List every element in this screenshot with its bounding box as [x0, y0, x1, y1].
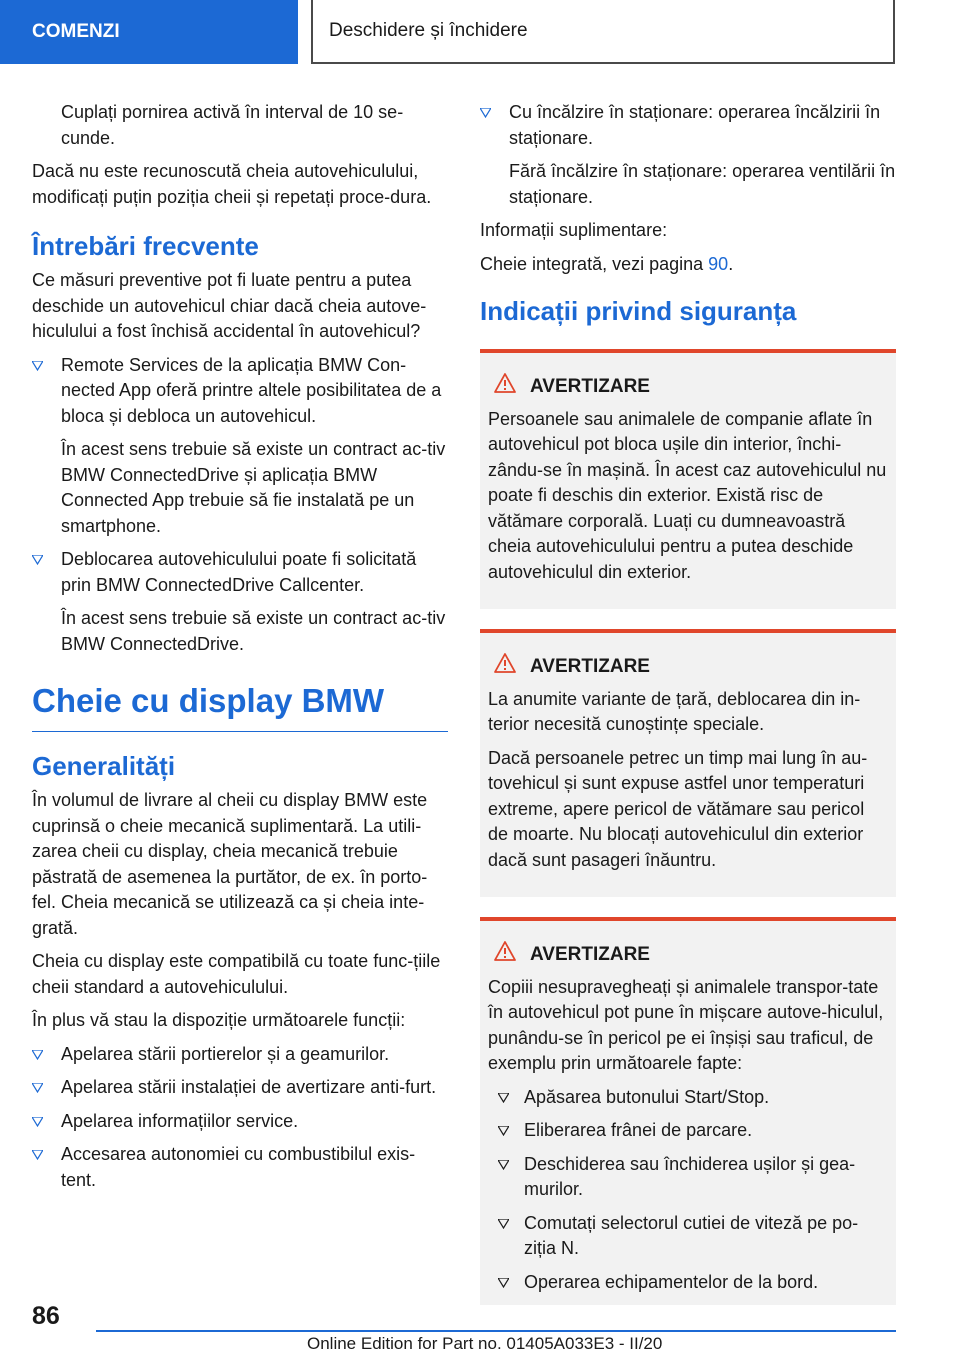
- list-item: Apăsarea butonului Start/Stop.: [488, 1085, 888, 1111]
- warning-triangle-icon: [488, 653, 530, 681]
- warning-text: Persoanele sau animalele de companie aflate în autovehicul pot bloca ușile din interior, închi-zându-se în mașină. În acest caz autovehiculul nu poate fi deschis din exterior. Există risc de vătămare corporală. Luați cu dumneavoastră cheia autovehiculului pentru a putea deschide autovehiculul din exterior.: [488, 408, 887, 582]
- triangle-bullet-icon: [32, 353, 43, 371]
- list-item: Cu încălzire în staționare: operarea încălzirii în staționare.: [480, 100, 896, 151]
- paragraph: În acest sens trebuie să existe un contract ac-tiv BMW ConnectedDrive.: [61, 608, 446, 654]
- faq-heading: Întrebări frecvente: [32, 231, 259, 261]
- paragraph: Informații suplimentare:: [480, 220, 668, 240]
- list-item: Comutați selectorul cutiei de viteză pe po-ziția N.: [488, 1211, 888, 1262]
- chapter-heading: Cheie cu display BMW: [32, 681, 448, 732]
- triangle-bullet-icon: [498, 1118, 509, 1136]
- warning-triangle-icon: [488, 941, 530, 969]
- warning-label: AVERTIZARE: [530, 376, 650, 397]
- triangle-bullet-icon: [32, 1075, 43, 1093]
- paragraph: Dacă nu este recunoscută cheia autovehiculului, modificați puțin poziția cheii și repetați proce-dura.: [32, 161, 432, 207]
- chapter-title: Deschidere și închidere: [329, 20, 528, 41]
- warning-box: [480, 917, 896, 1305]
- list-item: Operarea echipamentelor de la bord.: [488, 1270, 888, 1296]
- paragraph: Fără încălzire în staționare: operarea ventilării în staționare.: [509, 161, 896, 207]
- section-tab[interactable]: [0, 0, 298, 64]
- warning-box: [480, 629, 896, 897]
- warning-text: La anumite variante de țară, deblocarea din in-terior necesită cunoștințe speciale.: [488, 688, 861, 734]
- warning-header: [488, 653, 888, 681]
- list-item: Deschiderea sau închiderea ușilor și gea-murilor.: [488, 1152, 888, 1203]
- warning-header: [488, 373, 888, 401]
- list-item: Deblocarea autovehiculului poate fi solicitată prin BMW ConnectedDrive Callcenter.: [32, 547, 448, 598]
- footer-divider: [96, 1330, 896, 1332]
- triangle-bullet-icon: [498, 1152, 509, 1170]
- warning-label: AVERTIZARE: [530, 944, 650, 965]
- safety-heading: Indicații privind siguranța: [480, 296, 797, 326]
- warning-triangle-icon: [488, 373, 530, 401]
- list-item: Apelarea stării portierelor și a geamurilor.: [32, 1042, 448, 1068]
- triangle-bullet-icon: [480, 100, 491, 118]
- cross-reference: Cheie integrată, vezi pagina 90.: [480, 253, 734, 274]
- triangle-bullet-icon: [32, 1142, 43, 1160]
- paragraph: Cheia cu display este compatibilă cu toate func-țiile cheii standard a autovehiculului.: [32, 951, 441, 997]
- faq-question: Ce măsuri preventive pot fi luate pentru a putea deschide un autovehicul chiar dacă cheia autove-hiculului a fost închisă accidental în autovehicul?: [32, 270, 427, 341]
- warning-header: [488, 941, 888, 969]
- paragraph: Cuplați pornirea activă în interval de 10 se-cunde.: [61, 102, 404, 148]
- triangle-bullet-icon: [32, 547, 43, 565]
- paragraph: În acest sens trebuie să existe un contract ac-tiv BMW ConnectedDrive și aplicația BMW Connected App trebuie să fie instalată pe un smartphone.: [61, 439, 446, 536]
- triangle-bullet-icon: [498, 1270, 509, 1288]
- triangle-bullet-icon: [32, 1042, 43, 1060]
- section-heading: Generalități: [32, 751, 176, 781]
- triangle-bullet-icon: [498, 1085, 509, 1103]
- paragraph: În plus vă stau la dispoziție următoarele funcții:: [32, 1010, 406, 1030]
- chapter-header: [311, 0, 895, 64]
- list-item: Eliberarea frânei de parcare.: [488, 1118, 888, 1144]
- warning-box: [480, 349, 896, 609]
- warning-text: Copiii nesupravegheați și animalele transpor-tate în autovehicul pot pune în mișcare autove-hiculul, punându-se în pericol pe ei înșiși sau traficul, de exemplu prin următoarele fapte:: [488, 976, 884, 1073]
- page-link[interactable]: 90: [708, 253, 729, 274]
- warning-label: AVERTIZARE: [530, 656, 650, 677]
- triangle-bullet-icon: [498, 1211, 509, 1229]
- section-title: COMENZI: [32, 21, 120, 42]
- edition-footer: Online Edition for Part no. 01405A033E3 - II/20: [307, 1334, 663, 1353]
- list-item: Accesarea autonomiei cu combustibilul exis-tent.: [32, 1142, 448, 1193]
- list-item: Remote Services de la aplicația BMW Con-nected App oferă printre altele posibilitatea de a bloca și debloca un autovehicul.: [32, 353, 448, 430]
- left-column: [32, 100, 448, 1201]
- triangle-bullet-icon: [32, 1109, 43, 1127]
- page-number: 86: [32, 1302, 60, 1330]
- right-column: [480, 100, 896, 1315]
- list-item: Apelarea stării instalației de avertizare anti-furt.: [32, 1075, 448, 1101]
- warning-text: Dacă persoanele petrec un timp mai lung în au-tovehicul și sunt expuse astfel unor temperaturi extreme, apere pericol de vătămare sau pericol de moarte. Nu blocați autovehiculul din exterior dacă sunt pasageri înăuntru.: [488, 747, 868, 870]
- paragraph: În volumul de livrare al cheii cu display BMW este cuprinsă o cheie mecanică suplimentară. La utili-zarea cheii cu display, cheia mecanică trebuie păstrată de asemenea la purtător, de ex. în porto-fel. Cheia mecanică se utilizează ca și cheia inte-grată.: [32, 790, 428, 938]
- list-item: Apelarea informațiilor service.: [32, 1109, 448, 1135]
